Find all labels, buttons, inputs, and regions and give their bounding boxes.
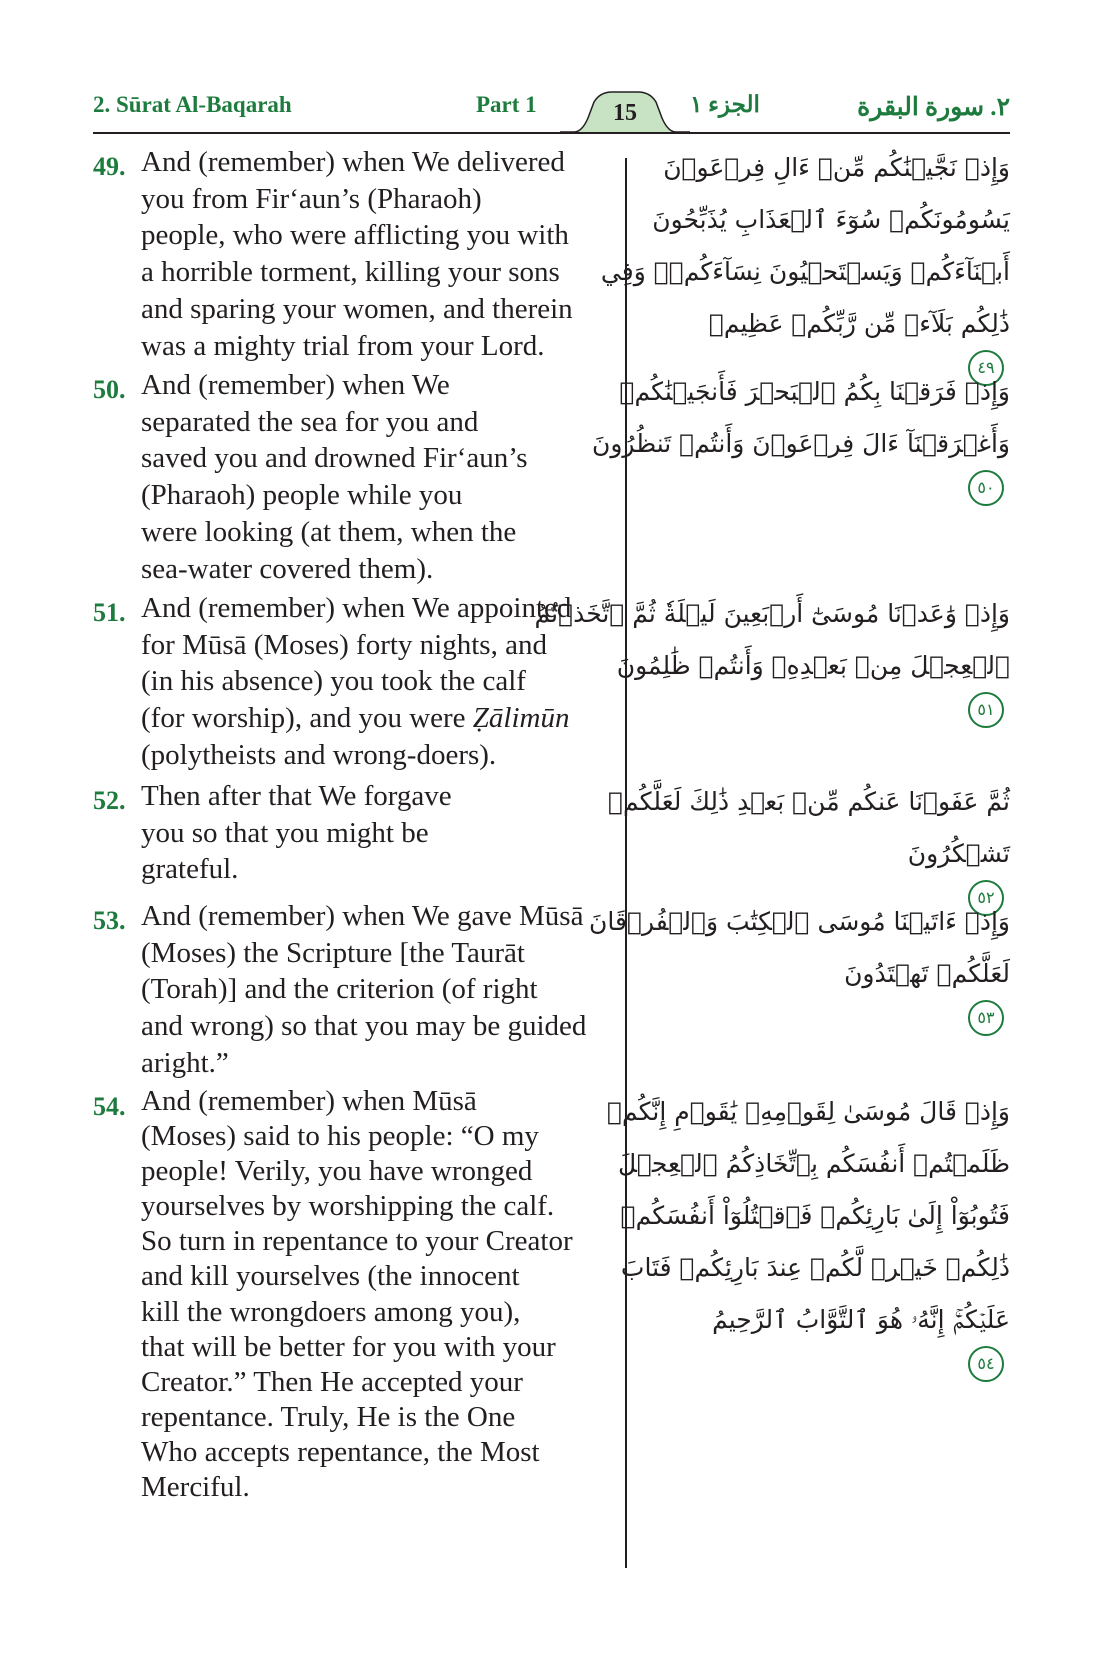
verse-line: repentance. Truly, He is the One [141,1400,516,1433]
verse-line: Merciful. [141,1471,250,1504]
arabic-line [592,418,1010,506]
arabic-text: تَشۡكُرُونَ [907,839,1010,868]
verse-line: aright.” [141,1046,229,1079]
part-label-english: Part 1 [476,92,537,117]
verse-54-arabic [606,1086,1010,1382]
verse-line: and sparing your women, and therein [141,292,573,325]
verse-line: and wrong) so that you may be guided [141,1010,587,1043]
verse-line: was a mighty trial from your Lord. [141,329,545,362]
arabic-line: وَإِذۡ فَرَقۡنَا بِكُمُ ٱلۡبَحۡرَ فَأَنجَيۡنَٰكُمۡ [619,377,1010,406]
verse-line: Who accepts repentance, the Most [141,1435,540,1468]
juz-label-arabic: الجزء ١ [690,92,760,117]
verse-49-english [93,144,613,364]
arabic-text: لَعَلَّكُمۡ تَهۡتَدُونَ [844,959,1010,988]
ayah-marker-icon: ٥٤ [968,1346,1004,1382]
verse-line: And (remember) when We delivered [141,146,565,178]
arabic-text: ذَٰلِكُم بَلَآءٞ مِّن رَّبِّكُمۡ عَظِيمٞ [708,309,1010,338]
verse-line: sea-water covered them). [141,552,434,585]
verse-line: (Pharaoh) people while you [141,479,463,512]
verse-text [141,898,613,1082]
verse-line: So turn in repentance to your Creator [141,1225,573,1258]
arabic-text: ٱلۡعِجۡلَ مِنۢ بَعۡدِهِۦ وَأَنتُمۡ ظَٰلِمُونَ [616,651,1010,680]
arabic-line: وَإِذۡ نَجَّيۡنَٰكُم مِّنۡ ءَالِ فِرۡعَوۡنَ [663,153,1010,182]
arabic-line: ثُمَّ عَفَوۡنَا عَنكُم مِّنۢ بَعۡدِ ذَٰلِكَ لَعَلَّكُمۡ [607,787,1010,816]
ayah-marker-icon: ٥٢ [968,880,1004,916]
arabic-line: ذَٰلِكُمۡ خَيۡرٞ لَّكُمۡ عِندَ بَارِئِكُمۡ فَتَابَ [620,1253,1010,1282]
verse-line: people! Verily, you have wronged [141,1155,533,1188]
ayah-marker-icon: ٥٣ [968,1000,1004,1036]
verse-number: 54. [93,1092,126,1121]
verse-line: were looking (at them, when the [141,515,517,548]
arabic-line: وَإِذۡ قَالَ مُوسَىٰ لِقَوۡمِهِۦ يَٰقَوۡمِ إِنَّكُمۡ [606,1097,1010,1126]
verse-line: Then after that We forgave [141,780,452,812]
verse-line: (Moses) said to his people: “O my [141,1120,539,1153]
verse-53-english [93,898,613,1082]
verse-line: And (remember) when Mūsā [141,1085,477,1117]
verse-line: And (remember) when We gave Mūsā [141,900,584,932]
verse-text [141,367,613,587]
page-number-tab [560,88,690,136]
header-rule [93,132,1010,134]
verse-line: And (remember) when We [141,369,450,401]
verse-49-arabic [600,142,1010,386]
verse-52-arabic [607,776,1010,916]
verse-line: (polytheists and wrong-doers). [141,738,497,771]
verse-line: a horrible torment, killing your sons [141,256,560,289]
ayah-marker-icon: ٥١ [968,692,1004,728]
verse-line: grateful. [141,853,239,886]
arabic-line: يَسُومُونَكُمۡ سُوٓءَ ٱلۡعَذَابِ يُذَبِّحُونَ [652,205,1010,234]
surah-title-arabic: ٢. سورة البقرة [857,94,1010,121]
verse-line: for Mūsā (Moses) forty nights, and [141,628,547,661]
verse-54-english [93,1084,613,1505]
verse-line: people, who were afflicting you with [141,219,569,252]
verse-line: (in his absence) you took the calf [141,665,526,698]
surah-title-english: 2. Sūrat Al-Baqarah [93,92,292,117]
arabic-line: وَإِذۡ ءَاتَيۡنَا مُوسَى ٱلۡكِتَٰبَ وَٱلۡفُرۡقَانَ [589,907,1010,936]
arabic-text: عَلَيۡكُمۡۚ إِنَّهُۥ هُوَ ٱلتَّوَّابُ ٱلرَّحِيمُ [712,1305,1010,1334]
verse-line: Creator.” Then He accepted your [141,1365,523,1398]
verse-52-english [93,778,613,888]
verse-number: 49. [93,152,126,181]
verse-line: (Torah)] and the criterion (of right [141,973,538,1006]
verse-number: 53. [93,906,126,935]
verse-line: saved you and drowned Fir‘aun’s [141,442,528,475]
verse-53-arabic [589,896,1010,1036]
verse-number: 50. [93,375,126,404]
verse-line: separated the sea for you and [141,405,479,438]
arabic-line: ظَلَمۡتُمۡ أَنفُسَكُم بِٱتِّخَاذِكُمُ ٱلۡعِجۡلَ [617,1149,1010,1178]
verse-51-arabic [534,588,1010,728]
verse-text [141,1084,613,1505]
verse-number: 52. [93,786,126,815]
verse-line: you so that you might be [141,816,429,849]
verse-50-arabic [592,366,1010,506]
arabic-line: وَإِذۡ وَٰعَدۡنَا مُوسَىٰٓ أَرۡبَعِينَ لَيۡلَةٗ ثُمَّ ٱتَّخَذۡتُمُ [534,599,1010,628]
arabic-text: وَأَغۡرَقۡنَآ ءَالَ فِرۡعَوۡنَ وَأَنتُمۡ تَنظُرُونَ [592,429,1010,458]
page-number: 15 [613,100,637,126]
verse-number: 51. [93,598,126,627]
ayah-marker-icon: ٤٩ [968,350,1004,386]
verse-line: (for worship), and you were Ẓālimūn [141,702,570,735]
verse-text [141,144,613,364]
verse-text [141,778,613,888]
verse-line: (Moses) the Scripture [the Taurāt [141,936,525,969]
arabic-line: أَبۡنَآءَكُمۡ وَيَسۡتَحۡيُونَ نِسَآءَكُمۡۚ وَفِي [600,257,1010,286]
verse-line: kill the wrongdoers among you), [141,1295,521,1328]
verse-50-english [93,367,613,587]
arabic-line [630,948,1010,1036]
arabic-line: فَتُوبُوٓاْ إِلَىٰ بَارِئِكُمۡ فَٱقۡتُلُوٓاْ أَنفُسَكُمۡ [620,1201,1010,1230]
verse-line: and kill yourselves (the innocent [141,1260,520,1293]
arabic-line [630,1294,1010,1382]
transliterated-term: Ẓālimūn [472,702,570,735]
verse-line: that will be better for you with your [141,1330,556,1363]
verse-line: And (remember) when We appointed [141,592,572,624]
ayah-marker-icon: ٥٠ [968,470,1004,506]
arabic-line [616,640,1010,728]
verse-line: yourselves by worshipping the calf. [141,1190,555,1223]
page-header [0,0,1103,140]
verse-line: you from Fir‘aun’s (Pharaoh) [141,182,482,215]
